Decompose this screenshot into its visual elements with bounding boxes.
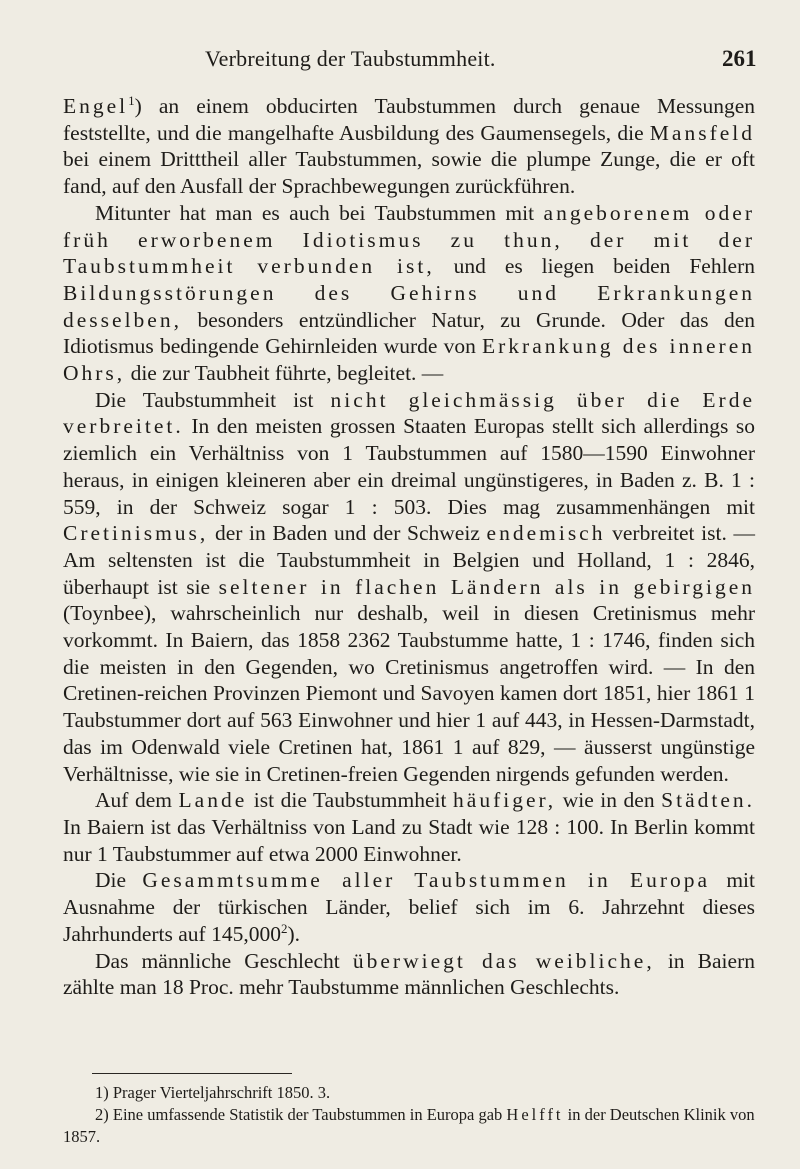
emphasis-text: Städten. (661, 788, 756, 813)
emphasis-text: nicht gleichmässig über die Erde verbreitet. (63, 387, 755, 439)
paragraph-text: In den meisten grossen Staaten Europas stellt sich allerdings so ziemlich ein Verhältniss von 1 Taubstummen auf 1580—1590 Einwohner heraus, in einigen kleineren aber ein dreimal ungünstigeres, in Baden z. B. 1 : 559, in der Schweiz sogar 1 : 503. Dies mag zusammenhängen mit (63, 414, 755, 519)
paragraph-text: besonders entzündlicher Natur, zu Grunde. Oder das den Idiotismus bedingende Gehirnleiden wurde von (63, 307, 755, 359)
emphasis-text: Gesammtsumme aller Taubstummen in Europa (142, 868, 711, 893)
author-name: Helfft (506, 1105, 564, 1124)
paragraph-6 (63, 948, 755, 1001)
paragraph-text: und es liegen beiden Fehlern (434, 254, 755, 279)
paragraph-text: ). (287, 921, 300, 946)
body-text (63, 93, 755, 1001)
paragraph-text: Mitunter hat man es auch bei Taubstummen mit (95, 200, 544, 225)
emphasis-text: häufiger, (453, 788, 557, 813)
emphasis-text: Lande (178, 788, 248, 813)
page-header (0, 46, 800, 80)
page-number: 261 (722, 46, 757, 71)
paragraph-text: der in Baden und der Schweiz (208, 521, 487, 546)
author-name: Mansfeld (649, 120, 755, 145)
emphasis-text: Bildungsstörungen des Gehirns und Erkrankungen desselben, (63, 280, 755, 332)
paragraph-text: Die (95, 868, 143, 893)
emphasis-text: überwiegt das weibliche, (352, 948, 655, 973)
paragraph-5 (63, 867, 755, 947)
emphasis-text: angeborenem oder früh erworbenem Idiotismus zu thun, der mit der Taubstummheit verbunden ist, (63, 200, 755, 279)
emphasis-text: Cretinismus, (63, 521, 209, 546)
emphasis-text: endemisch (486, 521, 606, 546)
footnote-text: 2) Eine umfassende Statistik der Taubstummen in Europa gab (95, 1105, 507, 1124)
paragraph-1 (63, 93, 755, 200)
emphasis-text: seltener in flachen Ländern als in gebirgigen (218, 574, 756, 599)
footnote-ref-1: 1 (128, 93, 135, 108)
running-title: Verbreitung der Taubstummheit. (205, 46, 496, 71)
paragraph-2 (63, 200, 755, 387)
footnote-text: in der Deutschen Klinik von 1857. (63, 1105, 755, 1146)
paragraph-text: Die Taubstummheit ist (95, 387, 331, 412)
paragraph-4 (63, 787, 755, 867)
paragraph-text: ist die Taubstummheit (247, 788, 454, 813)
footnote-2 (63, 1104, 755, 1148)
footnotes (63, 1082, 755, 1148)
emphasis-text: Erkrankung des inneren Ohrs, (63, 334, 756, 386)
paragraph-text: (Toynbee), wahrscheinlich nur deshalb, weil in diesen Cretinismus mehr vorkommt. In Baiern, das 1858 2362 Taubstumme hatte, 1 : 1746, finden sich die meisten in den Gegenden, wo Cretinismus angetroffen wird. — In den Cretinen-reichen Provinzen Piemont und Savoyen kamen dort 1851, hier 1861 1 Taubstummer dort auf 563 Einwohner und hier 1 auf 443, in Hessen-Darmstadt, das im Odenwald viele Cretinen hat, 1861 1 auf 829, — äusserst ungünstige Verhältnisse, wie sie in Cretinen-freien Gegenden nirgends gefunden werden. (63, 601, 755, 786)
paragraph-text: mit Ausnahme der türkischen Länder, belief sich im 6. Jahrzehnt dieses Jahrhunderts auf 145,000 (63, 868, 756, 946)
paragraph-text: bei einem Dritttheil aller Taubstummen, sowie die plumpe Zunge, die er oft fand, auf den Ausfall der Sprachbewegungen zurückführen. (63, 147, 755, 199)
footnote-1: 1) Prager Vierteljahrschrift 1850. 3. (95, 1083, 331, 1102)
footnote-divider (92, 1073, 292, 1074)
paragraph-text: Auf dem (95, 788, 179, 813)
paragraph-text: verbreitet ist. — Am seltensten ist die Taubstummheit in Belgien und Holland, 1 : 2846, überhaupt ist sie (63, 521, 756, 599)
paragraph-text: In Baiern ist das Verhältniss von Land zu Stadt wie 128 : 100. In Berlin kommt nur 1 Taubstummer auf etwa 2000 Einwohner. (63, 814, 755, 866)
paragraph-3 (63, 387, 755, 788)
paragraph-text: in Baiern zählte man 18 Proc. mehr Taubstumme männlichen Geschlechts. (63, 948, 755, 1000)
paragraph-text: wie in den (556, 788, 662, 813)
paragraph-text: die zur Taubheit führte, begleitet. — (125, 361, 444, 386)
footnote-ref-2: 2 (280, 920, 288, 936)
paragraph-text: Das männliche Geschlecht (95, 948, 353, 973)
author-name: Engel (63, 94, 129, 118)
paragraph-text: ) an einem obducirten Taubstummen durch genaue Messungen feststellte, und die mangelhafte Ausbildung des Gaumensegels, die (63, 94, 755, 145)
